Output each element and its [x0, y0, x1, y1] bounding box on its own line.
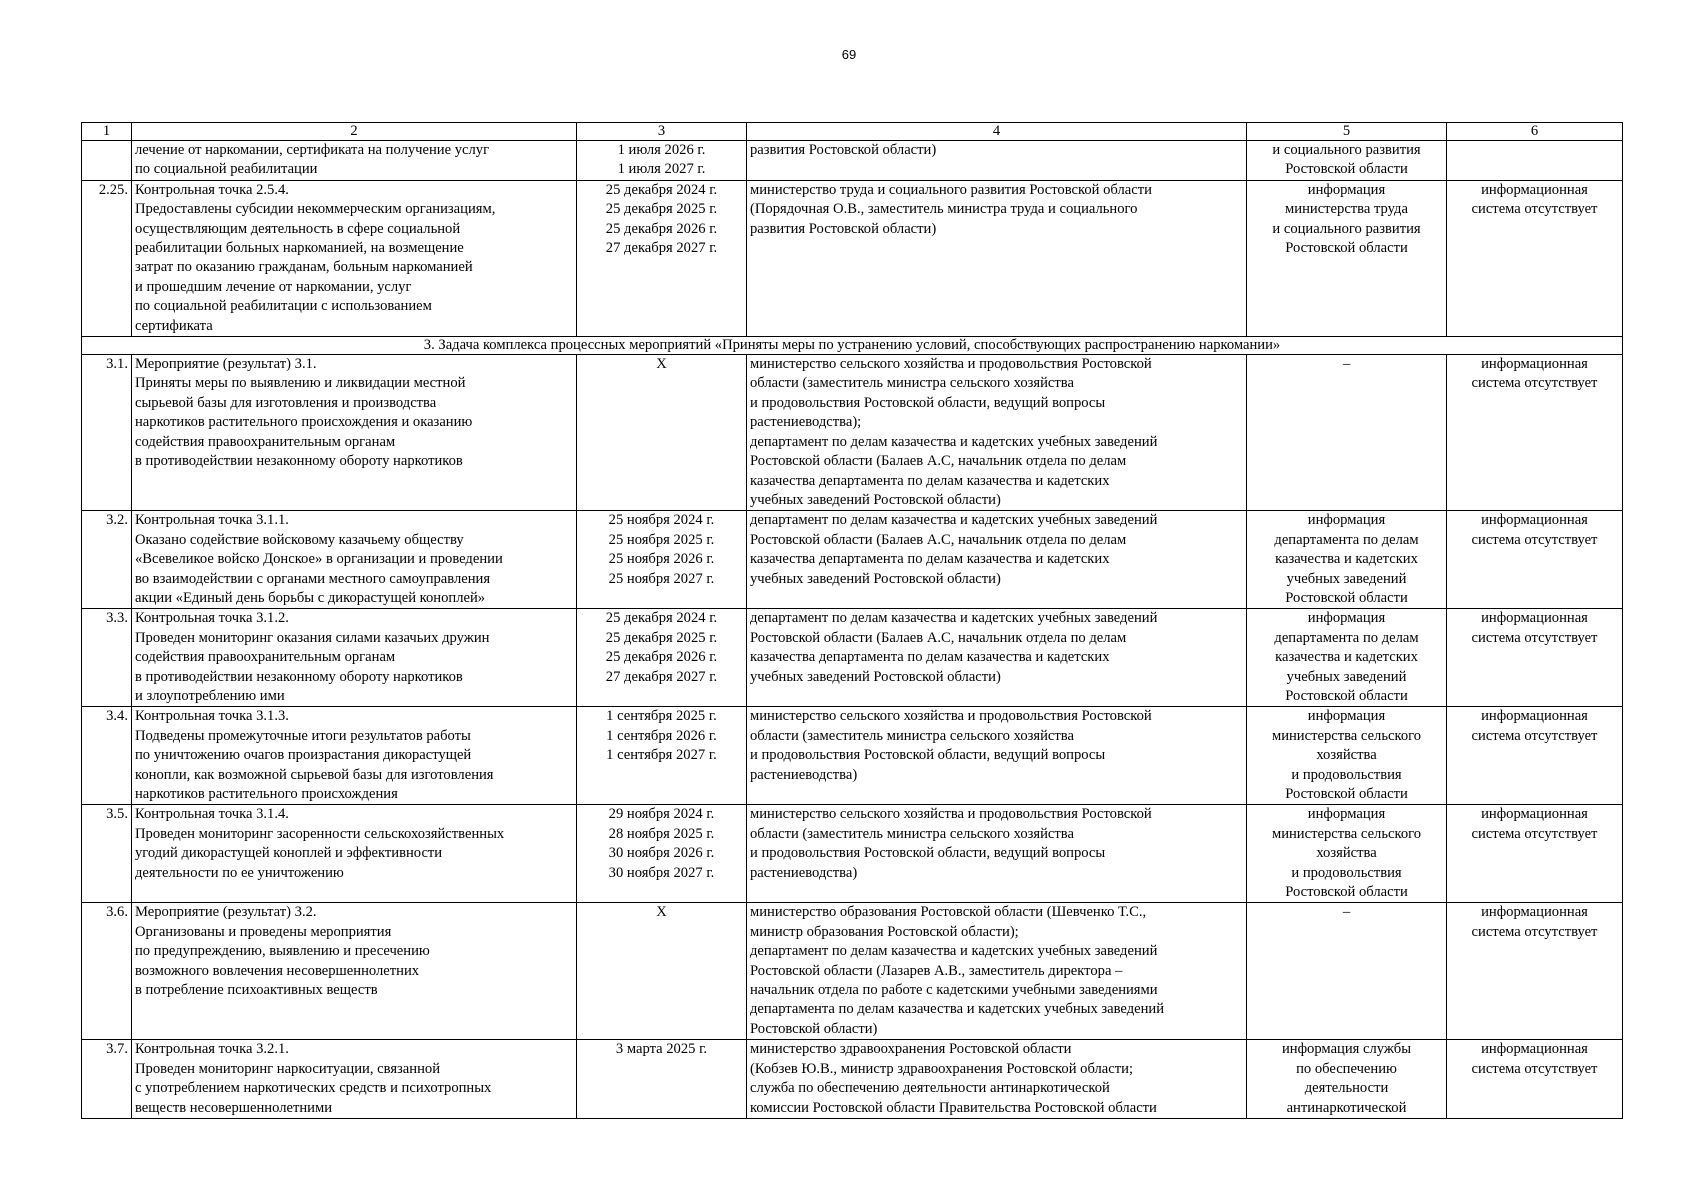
verification-source: информация министерства труда и социального развития Ростовской области: [1247, 180, 1447, 336]
deadline-dates: 1 июля 2026 г. 1 июля 2027 г.: [577, 141, 747, 181]
event-title: Контрольная точка 3.1.4. Проведен мониторинг засоренности сельскохозяйственных угодий дикорастущей коноплей и эффективности деятельности по ее уничтожению: [132, 805, 577, 903]
row-number: 3.2.: [82, 511, 132, 609]
information-system: информационная система отсутствует: [1447, 1040, 1623, 1119]
row-number: 2.25.: [82, 180, 132, 336]
row-number: 3.1.: [82, 355, 132, 511]
row-number: 3.7.: [82, 1040, 132, 1119]
information-system: информационная система отсутствует: [1447, 903, 1623, 1040]
deadline-dates: 25 ноября 2024 г. 25 ноября 2025 г. 25 ноября 2026 г. 25 ноября 2027 г.: [577, 511, 747, 609]
event-title: лечение от наркомании, сертификата на получение услуг по социальной реабилитации: [132, 141, 577, 181]
column-number: 1: [82, 123, 132, 141]
responsible-party: министерство здравоохранения Ростовской области (Кобзев Ю.В., министр здравоохранения Ростовской области; служба по обеспечению деятельности антинаркотической комиссии Ростовской области Правительства Ростовской области: [747, 1040, 1247, 1119]
page-number: 69: [841, 47, 857, 62]
information-system: информационная система отсутствует: [1447, 180, 1623, 336]
column-number: 3: [577, 123, 747, 141]
verification-source: –: [1247, 903, 1447, 1040]
information-system: [1447, 141, 1623, 181]
row-number: [82, 141, 132, 181]
event-title: Мероприятие (результат) 3.1. Приняты меры по выявлению и ликвидации местной сырьевой базы для изготовления и производства наркотиков растительного происхождения и оказанию содействия правоохранительным органам в противодействии незаконному обороту наркотиков: [132, 355, 577, 511]
information-system: информационная система отсутствует: [1447, 805, 1623, 903]
column-number: 5: [1247, 123, 1447, 141]
section-title: 3. Задача комплекса процессных мероприятий «Приняты меры по устранению условий, способствующих распространению наркомании»: [82, 337, 1623, 355]
table-row: [82, 903, 1623, 1040]
responsible-party: министерство сельского хозяйства и продовольствия Ростовской области (заместитель министра сельского хозяйства и продовольствия Ростовской области, ведущий вопросы растениеводства): [747, 707, 1247, 805]
responsible-party: министерство сельского хозяйства и продовольствия Ростовской области (заместитель министра сельского хозяйства и продовольствия Ростовской области, ведущий вопросы растениеводства): [747, 805, 1247, 903]
table-row: [82, 609, 1623, 707]
table-row: [82, 180, 1623, 336]
event-title: Мероприятие (результат) 3.2. Организованы и проведены мероприятия по предупреждению, выявлению и пресечению возможного вовлечения несовершеннолетних в потребление психоактивных веществ: [132, 903, 577, 1040]
verification-source: и социального развития Ростовской области: [1247, 141, 1447, 181]
verification-source: информация министерства сельского хозяйства и продовольствия Ростовской области: [1247, 805, 1447, 903]
column-number: 2: [132, 123, 577, 141]
event-title: Контрольная точка 3.1.1. Оказано содействие войсковому казачьему обществу «Всевеликое войско Донское» в организации и проведении во взаимодействии с органами местного самоуправления акции «Единый день борьбы с дикорастущей коноплей»: [132, 511, 577, 609]
information-system: информационная система отсутствует: [1447, 609, 1623, 707]
event-title: Контрольная точка 2.5.4. Предоставлены субсидии некоммерческим организациям, осуществляющим деятельность в сфере социальной реабилитации больных наркоманией, на возмещение затрат по оказанию гражданам, больным наркоманией и прошедшим лечение от наркомании, услуг по социальной реабилитации с использованием сертификата: [132, 180, 577, 336]
responsible-party: министерство образования Ростовской области (Шевченко Т.С., министр образования Ростовской области); департамент по делам казачества и кадетских учебных заведений Ростовской области (Лазарев А.В., заместитель директора – начальник отдела по работе с кадетскими учебными заведениями департамента по делам казачества и кадетских учебных заведений Ростовской области): [747, 903, 1247, 1040]
plan-table: [81, 122, 1623, 1119]
verification-source: информация департамента по делам казачества и кадетских учебных заведений Ростовской области: [1247, 511, 1447, 609]
table-row: [82, 355, 1623, 511]
deadline-dates: 1 сентября 2025 г. 1 сентября 2026 г. 1 сентября 2027 г.: [577, 707, 747, 805]
information-system: информационная система отсутствует: [1447, 511, 1623, 609]
deadline-dates: 3 марта 2025 г.: [577, 1040, 747, 1119]
table-row: [82, 511, 1623, 609]
responsible-party: министерство сельского хозяйства и продовольствия Ростовской области (заместитель министра сельского хозяйства и продовольствия Ростовской области, ведущий вопросы растениеводства); департамент по делам казачества и кадетских учебных заведений Ростовской области (Балаев А.С, начальник отдела по делам казачества департамента по делам казачества и кадетских учебных заведений Ростовской области): [747, 355, 1247, 511]
event-title: Контрольная точка 3.1.2. Проведен мониторинг оказания силами казачьих дружин содействия правоохранительным органам в противодействии незаконному обороту наркотиков и злоупотреблению ими: [132, 609, 577, 707]
information-system: информационная система отсутствует: [1447, 355, 1623, 511]
column-number-row: [82, 123, 1623, 141]
verification-source: –: [1247, 355, 1447, 511]
column-number: 4: [747, 123, 1247, 141]
deadline-dates: 29 ноября 2024 г. 28 ноября 2025 г. 30 ноября 2026 г. 30 ноября 2027 г.: [577, 805, 747, 903]
table-row: [82, 805, 1623, 903]
section-row: [82, 337, 1623, 355]
deadline-dates: Х: [577, 355, 747, 511]
responsible-party: департамент по делам казачества и кадетских учебных заведений Ростовской области (Балаев А.С, начальник отдела по делам казачества департамента по делам казачества и кадетских учебных заведений Ростовской области): [747, 609, 1247, 707]
table-row: [82, 141, 1623, 181]
table-row: [82, 707, 1623, 805]
responsible-party: развития Ростовской области): [747, 141, 1247, 181]
row-number: 3.3.: [82, 609, 132, 707]
row-number: 3.4.: [82, 707, 132, 805]
event-title: Контрольная точка 3.2.1. Проведен мониторинг наркоситуации, связанной с употреблением наркотических средств и психотропных веществ несовершеннолетними: [132, 1040, 577, 1119]
row-number: 3.5.: [82, 805, 132, 903]
information-system: информационная система отсутствует: [1447, 707, 1623, 805]
verification-source: информация министерства сельского хозяйства и продовольствия Ростовской области: [1247, 707, 1447, 805]
column-number: 6: [1447, 123, 1623, 141]
responsible-party: департамент по делам казачества и кадетских учебных заведений Ростовской области (Балаев А.С, начальник отдела по делам казачества департамента по делам казачества и кадетских учебных заведений Ростовской области): [747, 511, 1247, 609]
verification-source: информация департамента по делам казачества и кадетских учебных заведений Ростовской области: [1247, 609, 1447, 707]
row-number: 3.6.: [82, 903, 132, 1040]
verification-source: информация службы по обеспечению деятельности антинаркотической: [1247, 1040, 1447, 1119]
deadline-dates: Х: [577, 903, 747, 1040]
deadline-dates: 25 декабря 2024 г. 25 декабря 2025 г. 25 декабря 2026 г. 27 декабря 2027 г.: [577, 180, 747, 336]
responsible-party: министерство труда и социального развития Ростовской области (Порядочная О.В., заместитель министра труда и социального развития Ростовской области): [747, 180, 1247, 336]
event-title: Контрольная точка 3.1.3. Подведены промежуточные итоги результатов работы по уничтожению очагов произрастания дикорастущей конопли, как возможной сырьевой базы для изготовления наркотиков растительного происхождения: [132, 707, 577, 805]
deadline-dates: 25 декабря 2024 г. 25 декабря 2025 г. 25 декабря 2026 г. 27 декабря 2027 г.: [577, 609, 747, 707]
table-row: [82, 1040, 1623, 1119]
